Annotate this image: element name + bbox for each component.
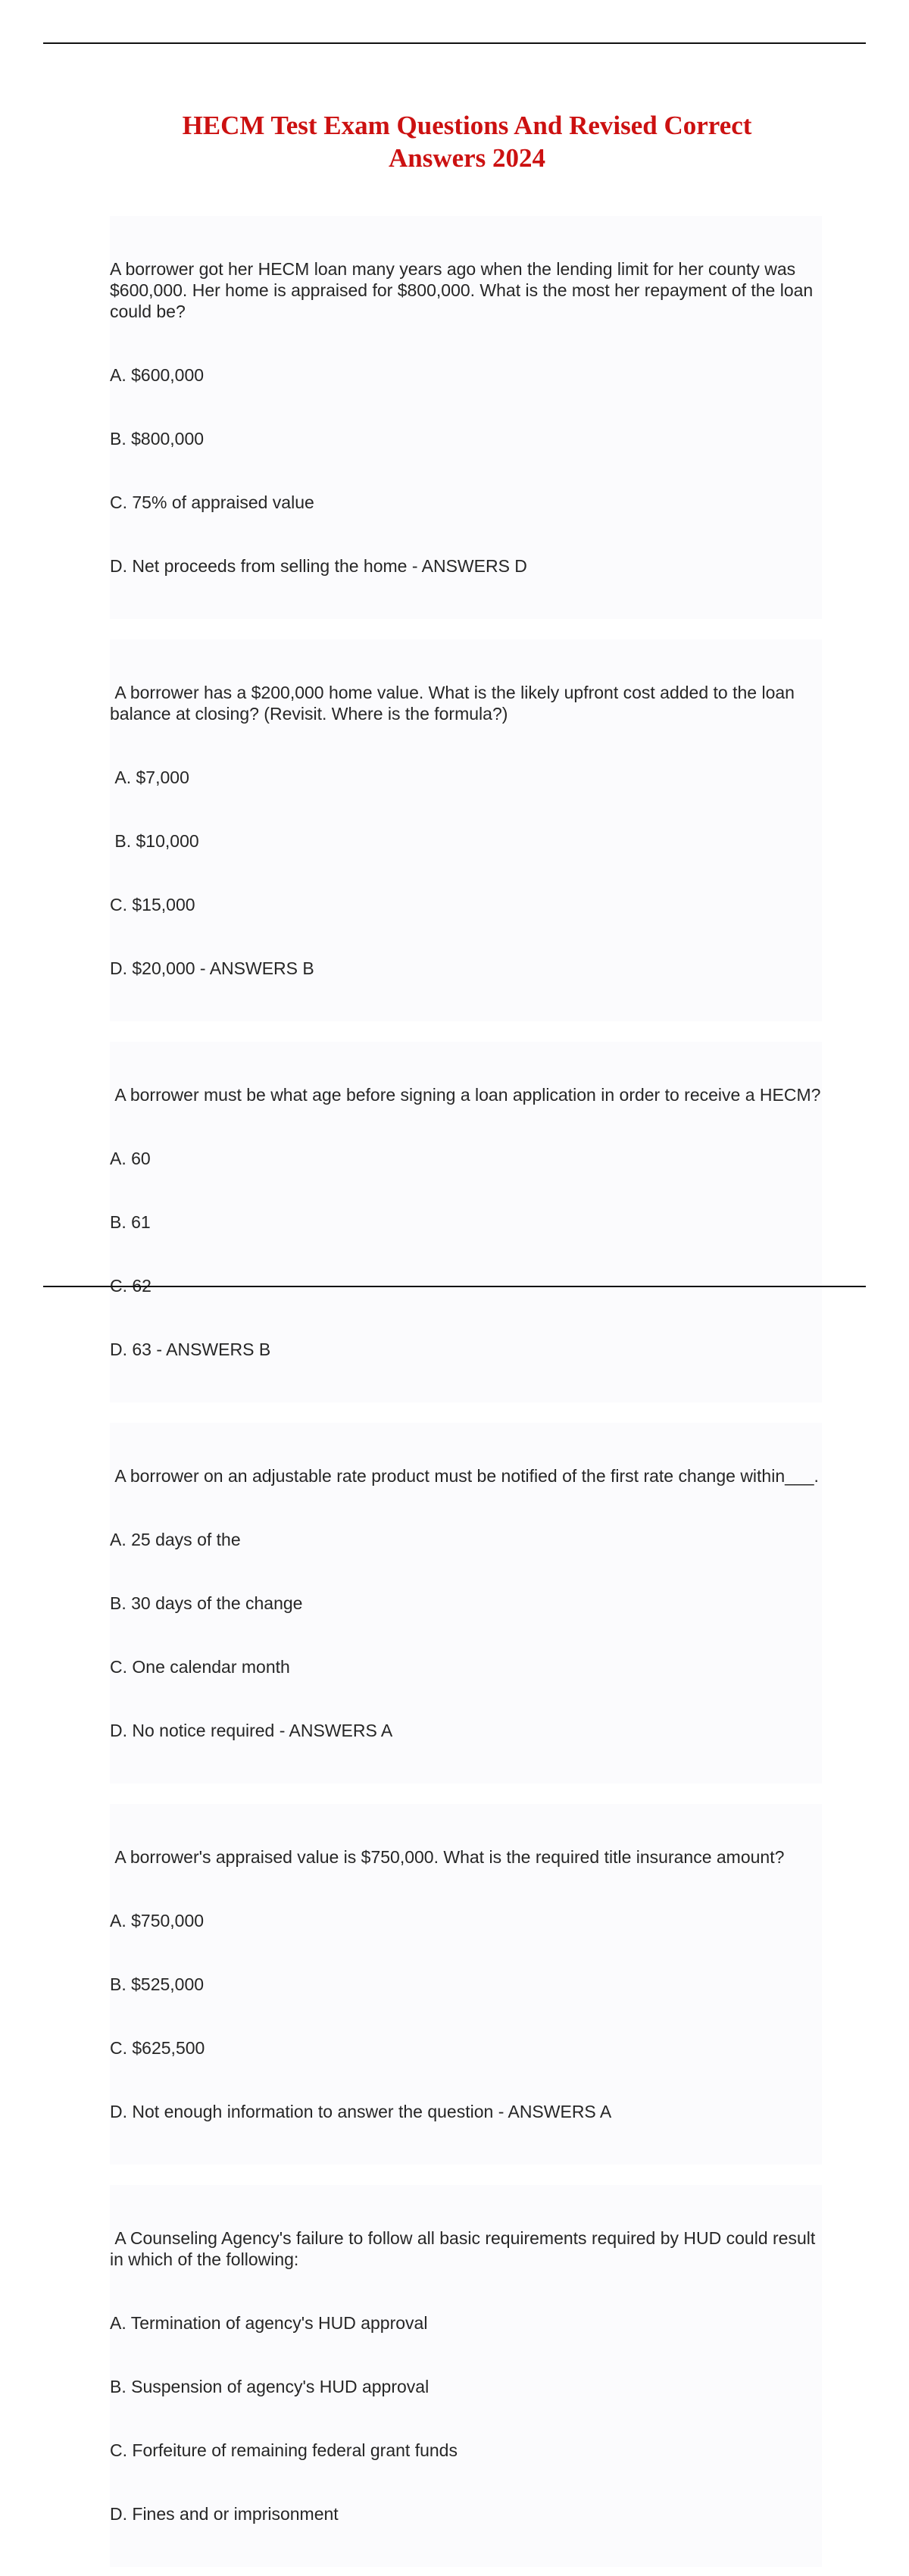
option-b: B. Suspension of agency's HUD approval xyxy=(110,2377,430,2396)
option-d-answer: D. Net proceeds from selling the home - ANSWERS D xyxy=(110,556,527,576)
question-2 xyxy=(110,639,822,1021)
document-title xyxy=(0,109,909,174)
title-line-1: HECM Test Exam Questions And Revised Correct xyxy=(182,111,752,140)
option-a: A. 25 days of the xyxy=(110,1530,241,1549)
question-stem: A borrower on an adjustable rate product must be notified of the first rate change within___. xyxy=(110,1466,819,1486)
option-c: C. $15,000 xyxy=(110,895,195,914)
option-d-answer: D. 63 - ANSWERS B xyxy=(110,1340,271,1359)
question-stem: A borrower got her HECM loan many years ago when the lending limit for her county was $600,000. Her home is appraised for $800,000. What is the most her repayment of the loan could be? xyxy=(110,259,818,321)
option-a: A. $750,000 xyxy=(110,1911,205,1930)
option-c: C. Forfeiture of remaining federal grant funds xyxy=(110,2440,458,2460)
option-b: B. 61 xyxy=(110,1212,151,1232)
bottom-rule xyxy=(43,1286,866,1287)
option-a: A. Termination of agency's HUD approval xyxy=(110,2313,428,2333)
option-a: A. $7,000 xyxy=(110,767,189,787)
option-c: C. 75% of appraised value xyxy=(110,492,314,512)
top-rule xyxy=(43,42,866,44)
option-b: B. 30 days of the change xyxy=(110,1593,303,1613)
question-stem: A borrower's appraised value is $750,000. What is the required title insurance amount? xyxy=(110,1847,785,1867)
question-6 xyxy=(110,2185,822,2567)
option-c: C. One calendar month xyxy=(110,1657,290,1677)
question-1 xyxy=(110,216,822,619)
question-stem: A borrower has a $200,000 home value. What is the likely upfront cost added to the loan balance at closing? (Revisit. Where is the formula?) xyxy=(110,683,800,724)
option-d: D. Fines and or imprisonment xyxy=(110,2504,339,2524)
question-5 xyxy=(110,1804,822,2165)
question-stem: A borrower must be what age before signing a loan application in order to receive a HECM? xyxy=(110,1085,821,1105)
option-b: B. $800,000 xyxy=(110,429,205,449)
option-c: C. 62 xyxy=(110,1276,152,1296)
option-d-answer: D. $20,000 - ANSWERS B xyxy=(110,958,314,978)
option-b: B. $10,000 xyxy=(110,831,199,851)
option-c: C. $625,500 xyxy=(110,2038,205,2058)
title-line-2: Answers 2024 xyxy=(388,143,546,173)
option-a: A. 60 xyxy=(110,1149,151,1168)
option-d-answer: D. Not enough information to answer the question - ANSWERS A xyxy=(110,2102,612,2121)
question-stem: A Counseling Agency's failure to follow all basic requirements required by HUD could result in which of the following: xyxy=(110,2228,820,2269)
option-a: A. $600,000 xyxy=(110,365,205,385)
option-b: B. $525,000 xyxy=(110,1974,205,1994)
question-3 xyxy=(110,1042,822,1402)
option-d-answer: D. No notice required - ANSWERS A xyxy=(110,1721,393,1740)
question-4 xyxy=(110,1423,822,1784)
question-list xyxy=(110,216,822,2576)
